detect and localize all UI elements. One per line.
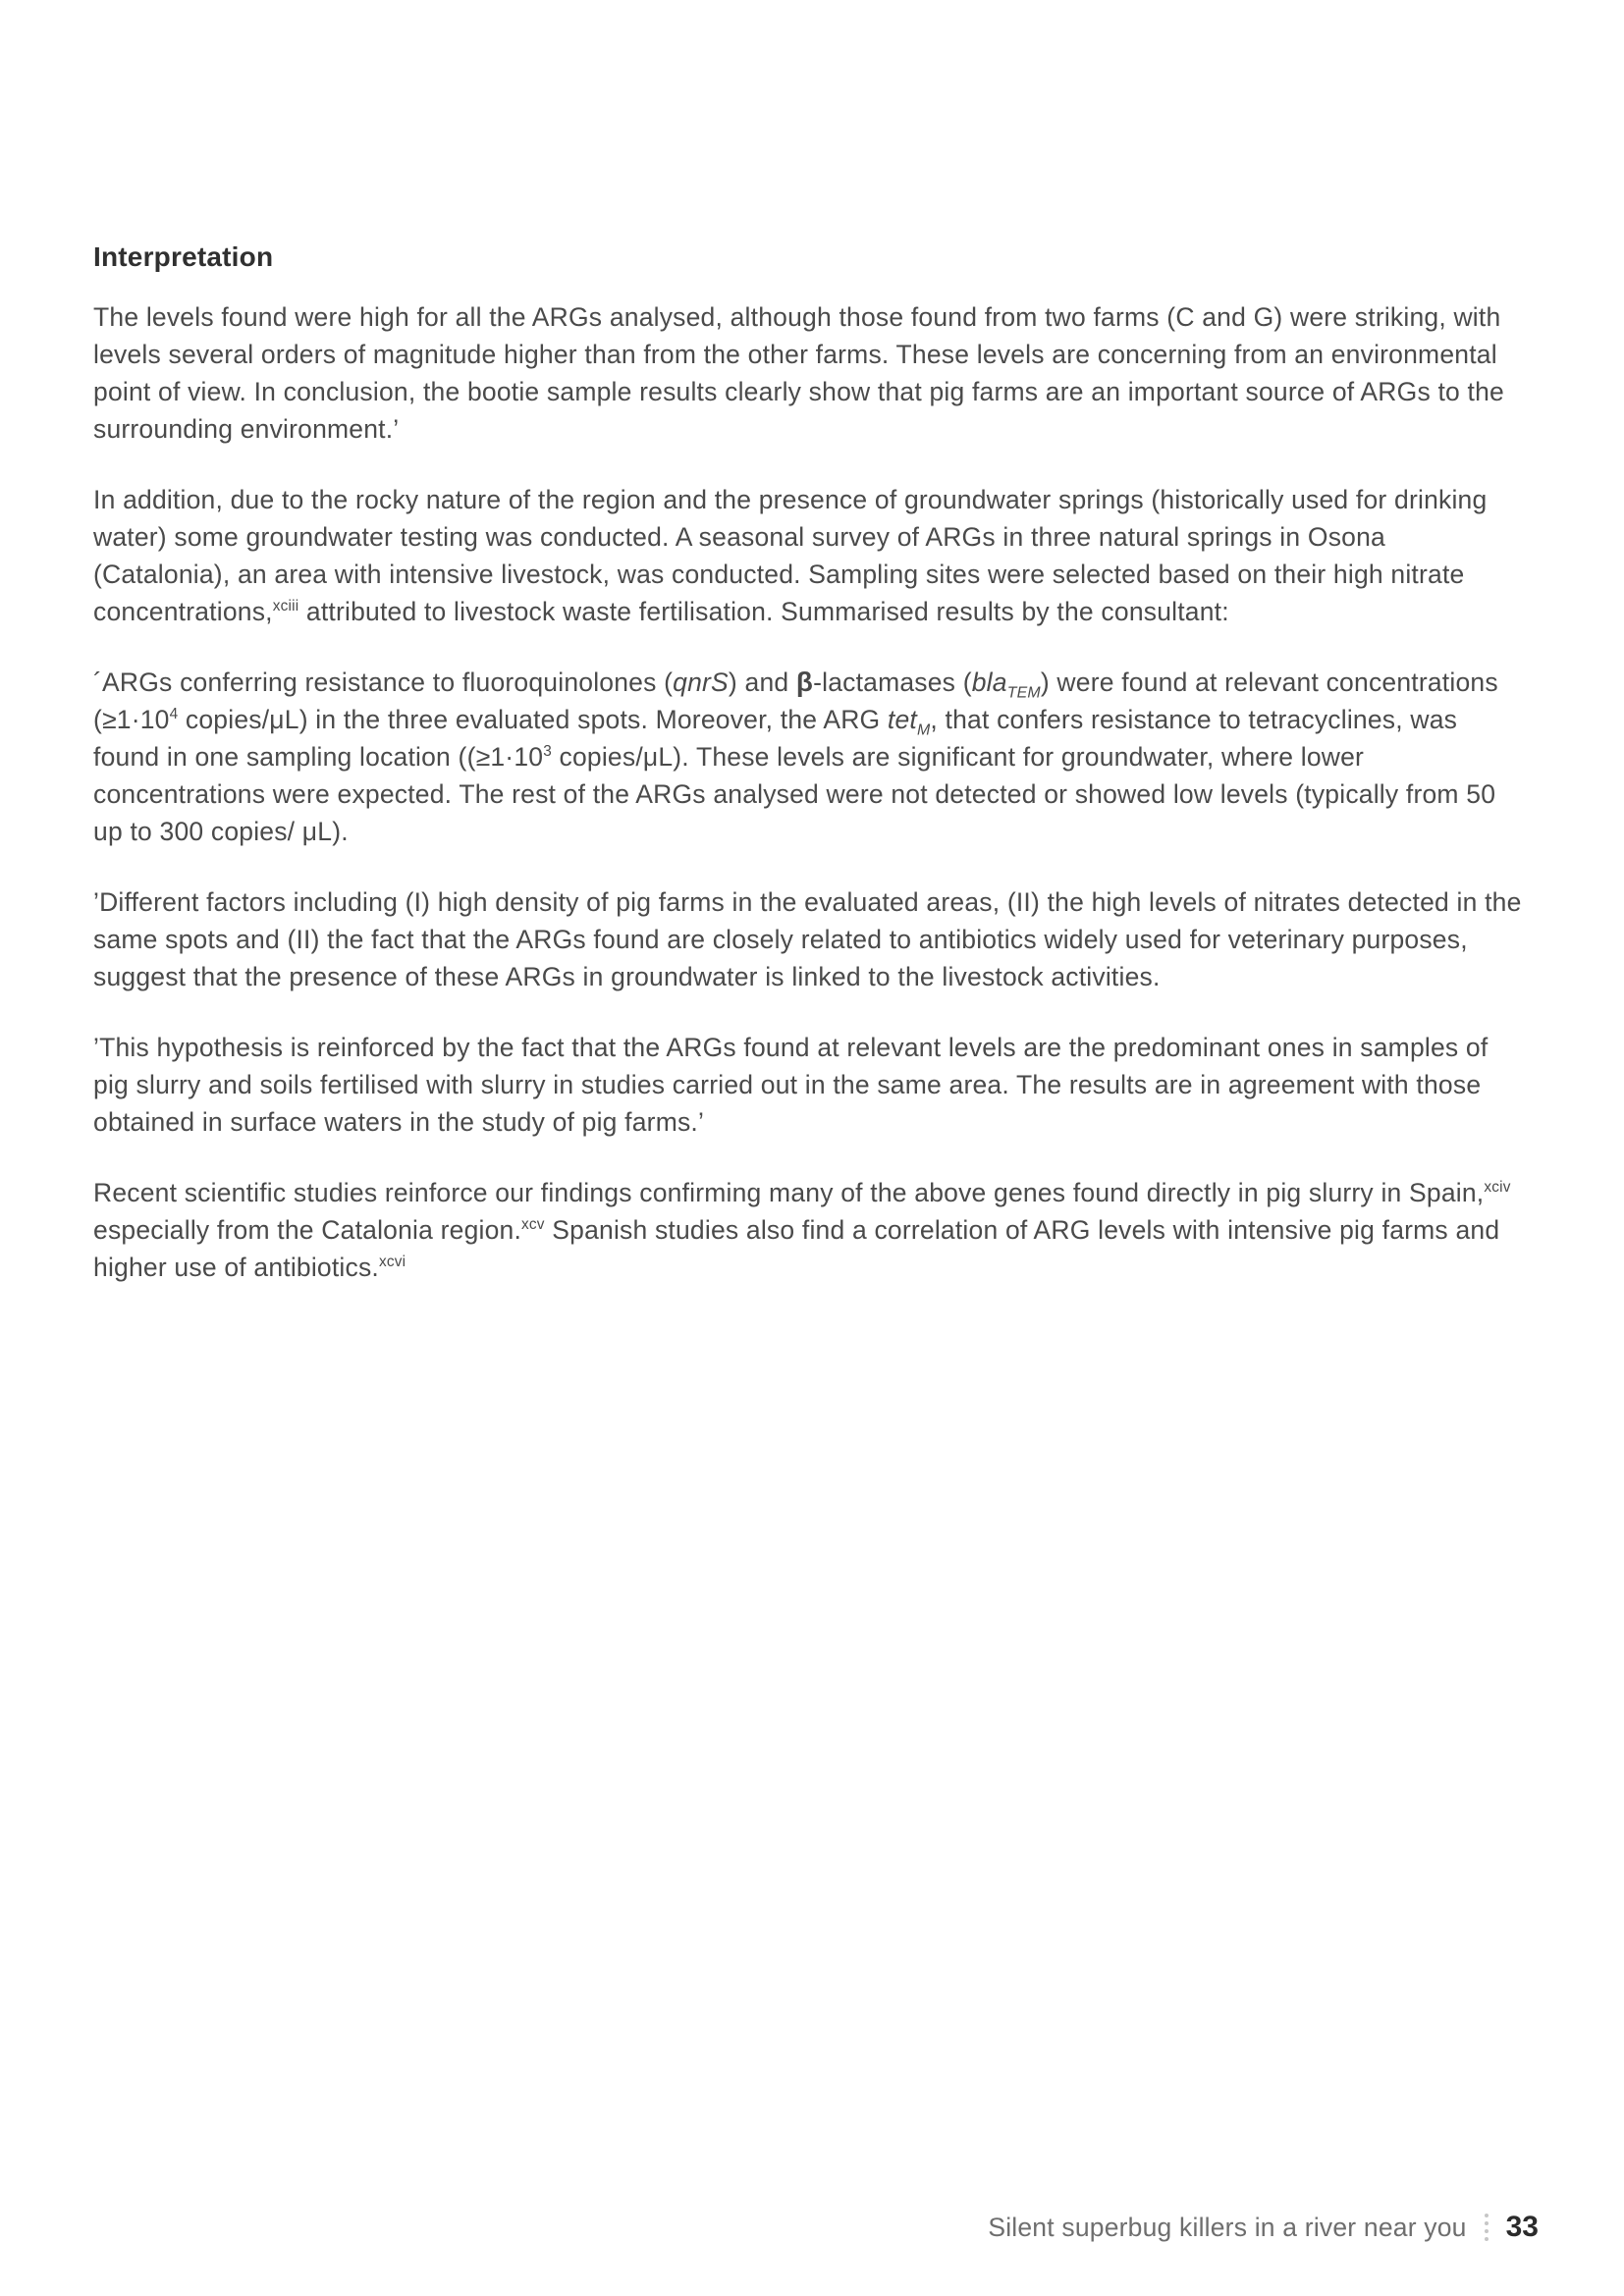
paragraph (93, 883, 1529, 995)
text-run: ) were found at relevant concentrations (≥1·10 (93, 667, 1498, 734)
text-run: TEM (1006, 684, 1041, 702)
paragraph (93, 1174, 1529, 1286)
footnote-reference: 4 (169, 706, 179, 723)
text-run: ’Different factors including (I) high density of pig farms in the evaluated areas, (II) the high levels of nitrates detected in the same spots and (II) the fact that the ARGs found are closely related to antibiotics widely used for veterinary purposes, suggest that the presence of these ARGs in groundwater is linked to the livestock activities. (93, 887, 1522, 991)
footnote-reference: xcvi (378, 1254, 406, 1271)
footnote-reference: xcv (521, 1216, 545, 1234)
text-run: copies/μL). These levels are significant for groundwater, where lower concentrations were expected. The rest of the ARGs analysed were not detected or showed low levels (typically from 50 up to 300 copies/ μL). (93, 742, 1496, 846)
paragraph (93, 298, 1529, 448)
text-run: Recent scientific studies reinforce our findings confirming many of the above genes found directly in pig slurry in Spain, (93, 1178, 1485, 1207)
text-run: Spanish studies also find a correlation of ARG levels with intensive pig farms and higher use of antibiotics. (93, 1215, 1500, 1282)
footer-divider-dots (1483, 2214, 1490, 2241)
text-run: -lactamases ( (813, 667, 972, 697)
page-footer (988, 2211, 1539, 2244)
footnote-reference: xciii (272, 598, 299, 615)
text-run: bla (971, 667, 1007, 697)
page-title: Interpretation (93, 241, 274, 272)
footnote-reference: xciv (1484, 1179, 1511, 1197)
text-run: ) and (728, 667, 796, 697)
text-run: tet (887, 705, 917, 734)
paragraph (93, 1029, 1529, 1141)
paragraph (93, 664, 1529, 850)
text-run: especially from the Catalonia region. (93, 1215, 522, 1245)
footnote-reference: 3 (543, 743, 552, 761)
text-run: ’This hypothesis is reinforced by the fact that the ARGs found at relevant levels are the predominant ones in samples of pig slurry and soils fertilised with slurry in studies carried out in the same area. The results are in agreement with those obtained in surface waters in the study of pig farms.’ (93, 1033, 1489, 1137)
text-run: qnrS (673, 667, 729, 697)
text-run: In addition, due to the rocky nature of the region and the presence of groundwater springs (historically used for drinking water) some groundwater testing was conducted. A seasonal survey of ARGs in three natural springs in Osona (Catalonia), an area with intensive livestock, was conducted. Sampling sites were selected based on their high nitrate concentrations, (93, 485, 1488, 626)
text-run: β (795, 667, 814, 697)
text-run: The levels found were high for all the ARGs analysed, although those found from two farms (C and G) were striking, with levels several orders of magnitude higher than from the other farms. These levels are concerning from an environmental point of view. In conclusion, the bootie sample results clearly show that pig farms are an important source of ARGs to the surrounding environment.’ (93, 302, 1504, 444)
text-run: , that confers resistance to tetracyclines, was found in one sampling location ((≥1·10 (93, 705, 1458, 772)
footer-title: Silent superbug killers in a river near you (988, 2212, 1467, 2242)
text-run: ´ARGs conferring resistance to fluoroquinolones ( (93, 667, 674, 697)
paragraph (93, 481, 1529, 630)
text-run: M (916, 721, 931, 739)
text-run: attributed to livestock waste fertilisation. Summarised results by the consultant: (298, 597, 1229, 626)
text-run: copies/μL) in the three evaluated spots. Moreover, the ARG (178, 705, 888, 734)
page-number: 33 (1505, 2211, 1539, 2243)
body-paragraphs (93, 298, 1529, 1319)
